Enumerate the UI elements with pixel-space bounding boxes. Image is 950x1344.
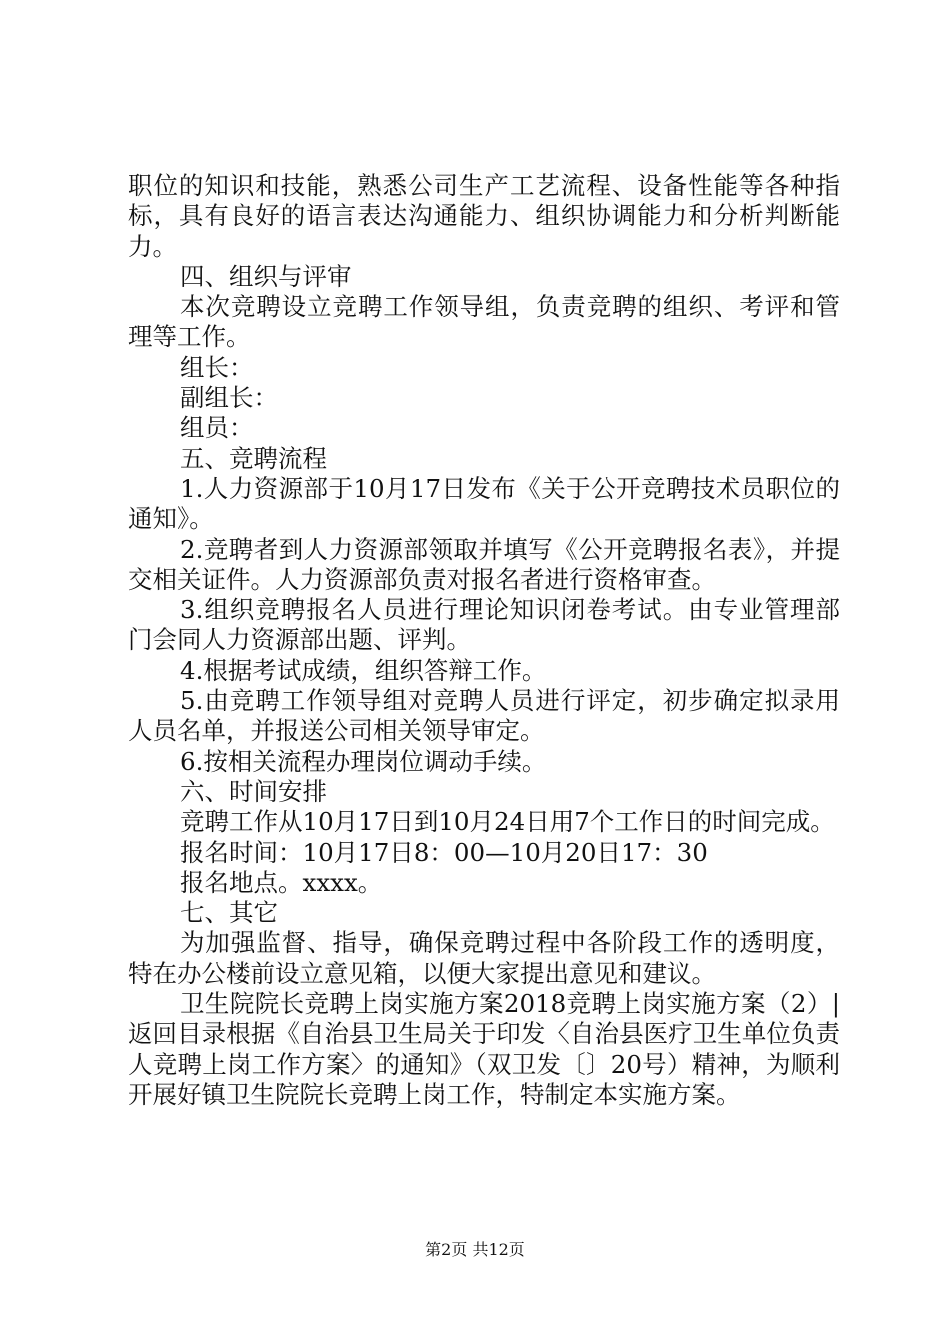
- paragraph: 为加强监督、指导，确保竞聘过程中各阶段工作的透明度，特在办公楼前设立意见箱，以便大家提出意见和建议。: [128, 928, 840, 988]
- paragraph: 3.组织竞聘报名人员进行理论知识闭卷考试。由专业管理部门会同人力资源部出题、评判。: [128, 595, 840, 655]
- paragraph: 组长：: [180, 352, 254, 382]
- paragraph: 1.人力资源部于10月17日发布《关于公开竞聘技术员职位的通知》。: [128, 473, 840, 534]
- page-footer: 第2页 共12页: [425, 1240, 525, 1259]
- paragraph: 竞聘工作从10月17日到10月24日用7个工作日的时间完成。: [180, 807, 835, 837]
- paragraph: 2.竞聘者到人力资源部领取并填写《公开竞聘报名表》，并提交相关证件。人力资源部负责对报名者进行资格审查。: [128, 534, 840, 594]
- paragraph: 组员：: [180, 413, 254, 443]
- paragraph: 6.按相关流程办理岗位调动手续。: [180, 746, 547, 776]
- document-body: [128, 171, 840, 1110]
- paragraph: 5.由竞聘工作领导组对竞聘人员进行评定，初步确定拟录用人员名单，并报送公司相关领导审定。: [128, 686, 840, 746]
- paragraph: 六、时间安排: [180, 776, 327, 806]
- paragraph: 职位的知识和技能，熟悉公司生产工艺流程、设备性能等各种指标，具有良好的语言表达沟通能力、组织协调能力和分析判断能力。: [128, 171, 840, 261]
- paragraph: 本次竞聘设立竞聘工作领导组，负责竞聘的组织、考评和管理等工作。: [128, 292, 840, 352]
- paragraph: 4.根据考试成绩，组织答辩工作。: [180, 655, 547, 685]
- paragraph: 七、其它: [180, 898, 278, 928]
- paragraph: 报名地点。xxxx。: [180, 867, 383, 897]
- paragraph: 副组长：: [180, 383, 278, 413]
- paragraph: 四、组织与评审: [180, 261, 352, 291]
- paragraph: 卫生院院长竞聘上岗实施方案2018竞聘上岗实施方案（2）|返回目录根据《自治县卫生局关于印发〈自治县医疗卫生单位负责人竞聘上岗工作方案〉的通知》（双卫发〔〕20号）精神，为顺利开展好镇卫生院院长竞聘上岗工作，特制定本实施方案。: [128, 989, 840, 1109]
- paragraph: 报名时间：10月17日8：00—10月20日17：30: [180, 837, 708, 867]
- paragraph: 五、竞聘流程: [180, 443, 327, 473]
